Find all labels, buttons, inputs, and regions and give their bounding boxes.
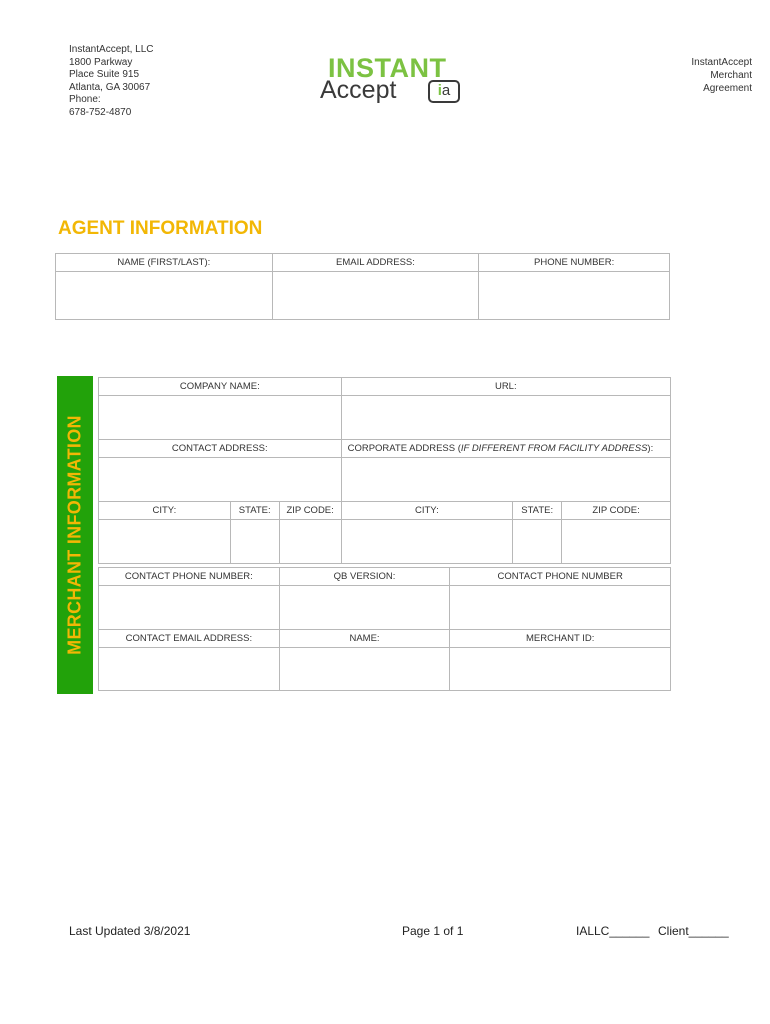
logo-line1: INSTANT (328, 53, 447, 83)
zip-code-label: ZIP CODE: (279, 502, 341, 520)
agent-phone-field[interactable] (479, 272, 670, 320)
url-field[interactable] (341, 396, 670, 440)
client-initials: Client______ (658, 924, 729, 938)
qb-version-field[interactable] (279, 586, 450, 630)
contact-phone-label: CONTACT PHONE NUMBER: (99, 568, 280, 586)
company-phone: 678-752-4870 (69, 106, 132, 118)
logo-badge-a: a (441, 82, 451, 99)
company-address-line2: Place Suite 915 (69, 69, 140, 81)
state-field[interactable] (230, 520, 279, 564)
company-phone-label: Phone: (69, 94, 101, 106)
agent-information-heading: AGENT INFORMATION (58, 218, 263, 239)
corporate-zip-code-label: ZIP CODE: (562, 502, 671, 520)
page-number: Page 1 of 1 (402, 924, 464, 938)
agent-email-label: EMAIL ADDRESS: (272, 254, 479, 272)
contact-address-field[interactable] (99, 458, 342, 502)
doc-title-line3: Agreement (703, 82, 752, 94)
contact-phone-field[interactable] (99, 586, 280, 630)
qb-version-label: QB VERSION: (279, 568, 450, 586)
state-label: STATE: (230, 502, 279, 520)
company-name-label: COMPANY NAME: (99, 378, 342, 396)
name-label: NAME: (279, 630, 450, 648)
merchant-information-sidebar (57, 376, 93, 694)
company-address-block (69, 44, 154, 120)
corporate-state-label: STATE: (513, 502, 562, 520)
contact-phone-label-2: CONTACT PHONE NUMBER (450, 568, 671, 586)
contact-email-label: CONTACT EMAIL ADDRESS: (99, 630, 280, 648)
contact-email-field[interactable] (99, 648, 280, 691)
doc-title-line1: InstantAccept (691, 57, 752, 68)
corporate-address-label-end: ): (647, 443, 654, 454)
document-title (691, 57, 752, 95)
company-address-line1: 1800 Parkway (69, 56, 133, 68)
corporate-zip-code-field[interactable] (562, 520, 671, 564)
agent-name-field[interactable] (56, 272, 273, 320)
corporate-city-label: CITY: (341, 502, 513, 520)
logo-line2: Accept (320, 76, 397, 104)
company-name: InstantAccept, LLC (69, 44, 154, 55)
corporate-address-label-start: CORPORATE ADDRESS ( (347, 443, 461, 454)
corporate-address-label (341, 440, 670, 458)
corporate-address-field[interactable] (341, 458, 670, 502)
corporate-address-label-note: IF DIFFERENT FROM FACILITY ADDRESS (460, 443, 648, 454)
contact-phone-field-2[interactable] (450, 586, 671, 630)
last-updated: Last Updated 3/8/2021 (69, 924, 191, 938)
agent-phone-label: PHONE NUMBER: (479, 254, 670, 272)
url-label: URL: (341, 378, 670, 396)
merchant-id-field[interactable] (450, 648, 671, 691)
merchant-information-table (98, 377, 671, 564)
agent-information-table (55, 253, 670, 320)
city-field[interactable] (99, 520, 231, 564)
agent-name-label: NAME (FIRST/LAST): (56, 254, 273, 272)
doc-title-line2: Merchant (710, 69, 752, 81)
name-field[interactable] (279, 648, 450, 691)
company-city-state-zip: Atlanta, GA 30067 (69, 81, 151, 93)
corporate-state-field[interactable] (513, 520, 562, 564)
iallc-initials: IALLC______ (576, 924, 650, 938)
company-name-field[interactable] (99, 396, 342, 440)
contact-address-label: CONTACT ADDRESS: (99, 440, 342, 458)
zip-code-field[interactable] (279, 520, 341, 564)
agent-email-field[interactable] (272, 272, 479, 320)
logo-ia-badge (428, 80, 460, 103)
merchant-id-label: MERCHANT ID: (450, 630, 671, 648)
city-label: CITY: (99, 502, 231, 520)
logo-badge-i: i (437, 82, 442, 99)
instantaccept-logo (318, 55, 470, 105)
corporate-city-field[interactable] (341, 520, 513, 564)
merchant-information-label: MERCHANT INFORMATION (64, 415, 85, 655)
merchant-contact-table (98, 567, 671, 691)
